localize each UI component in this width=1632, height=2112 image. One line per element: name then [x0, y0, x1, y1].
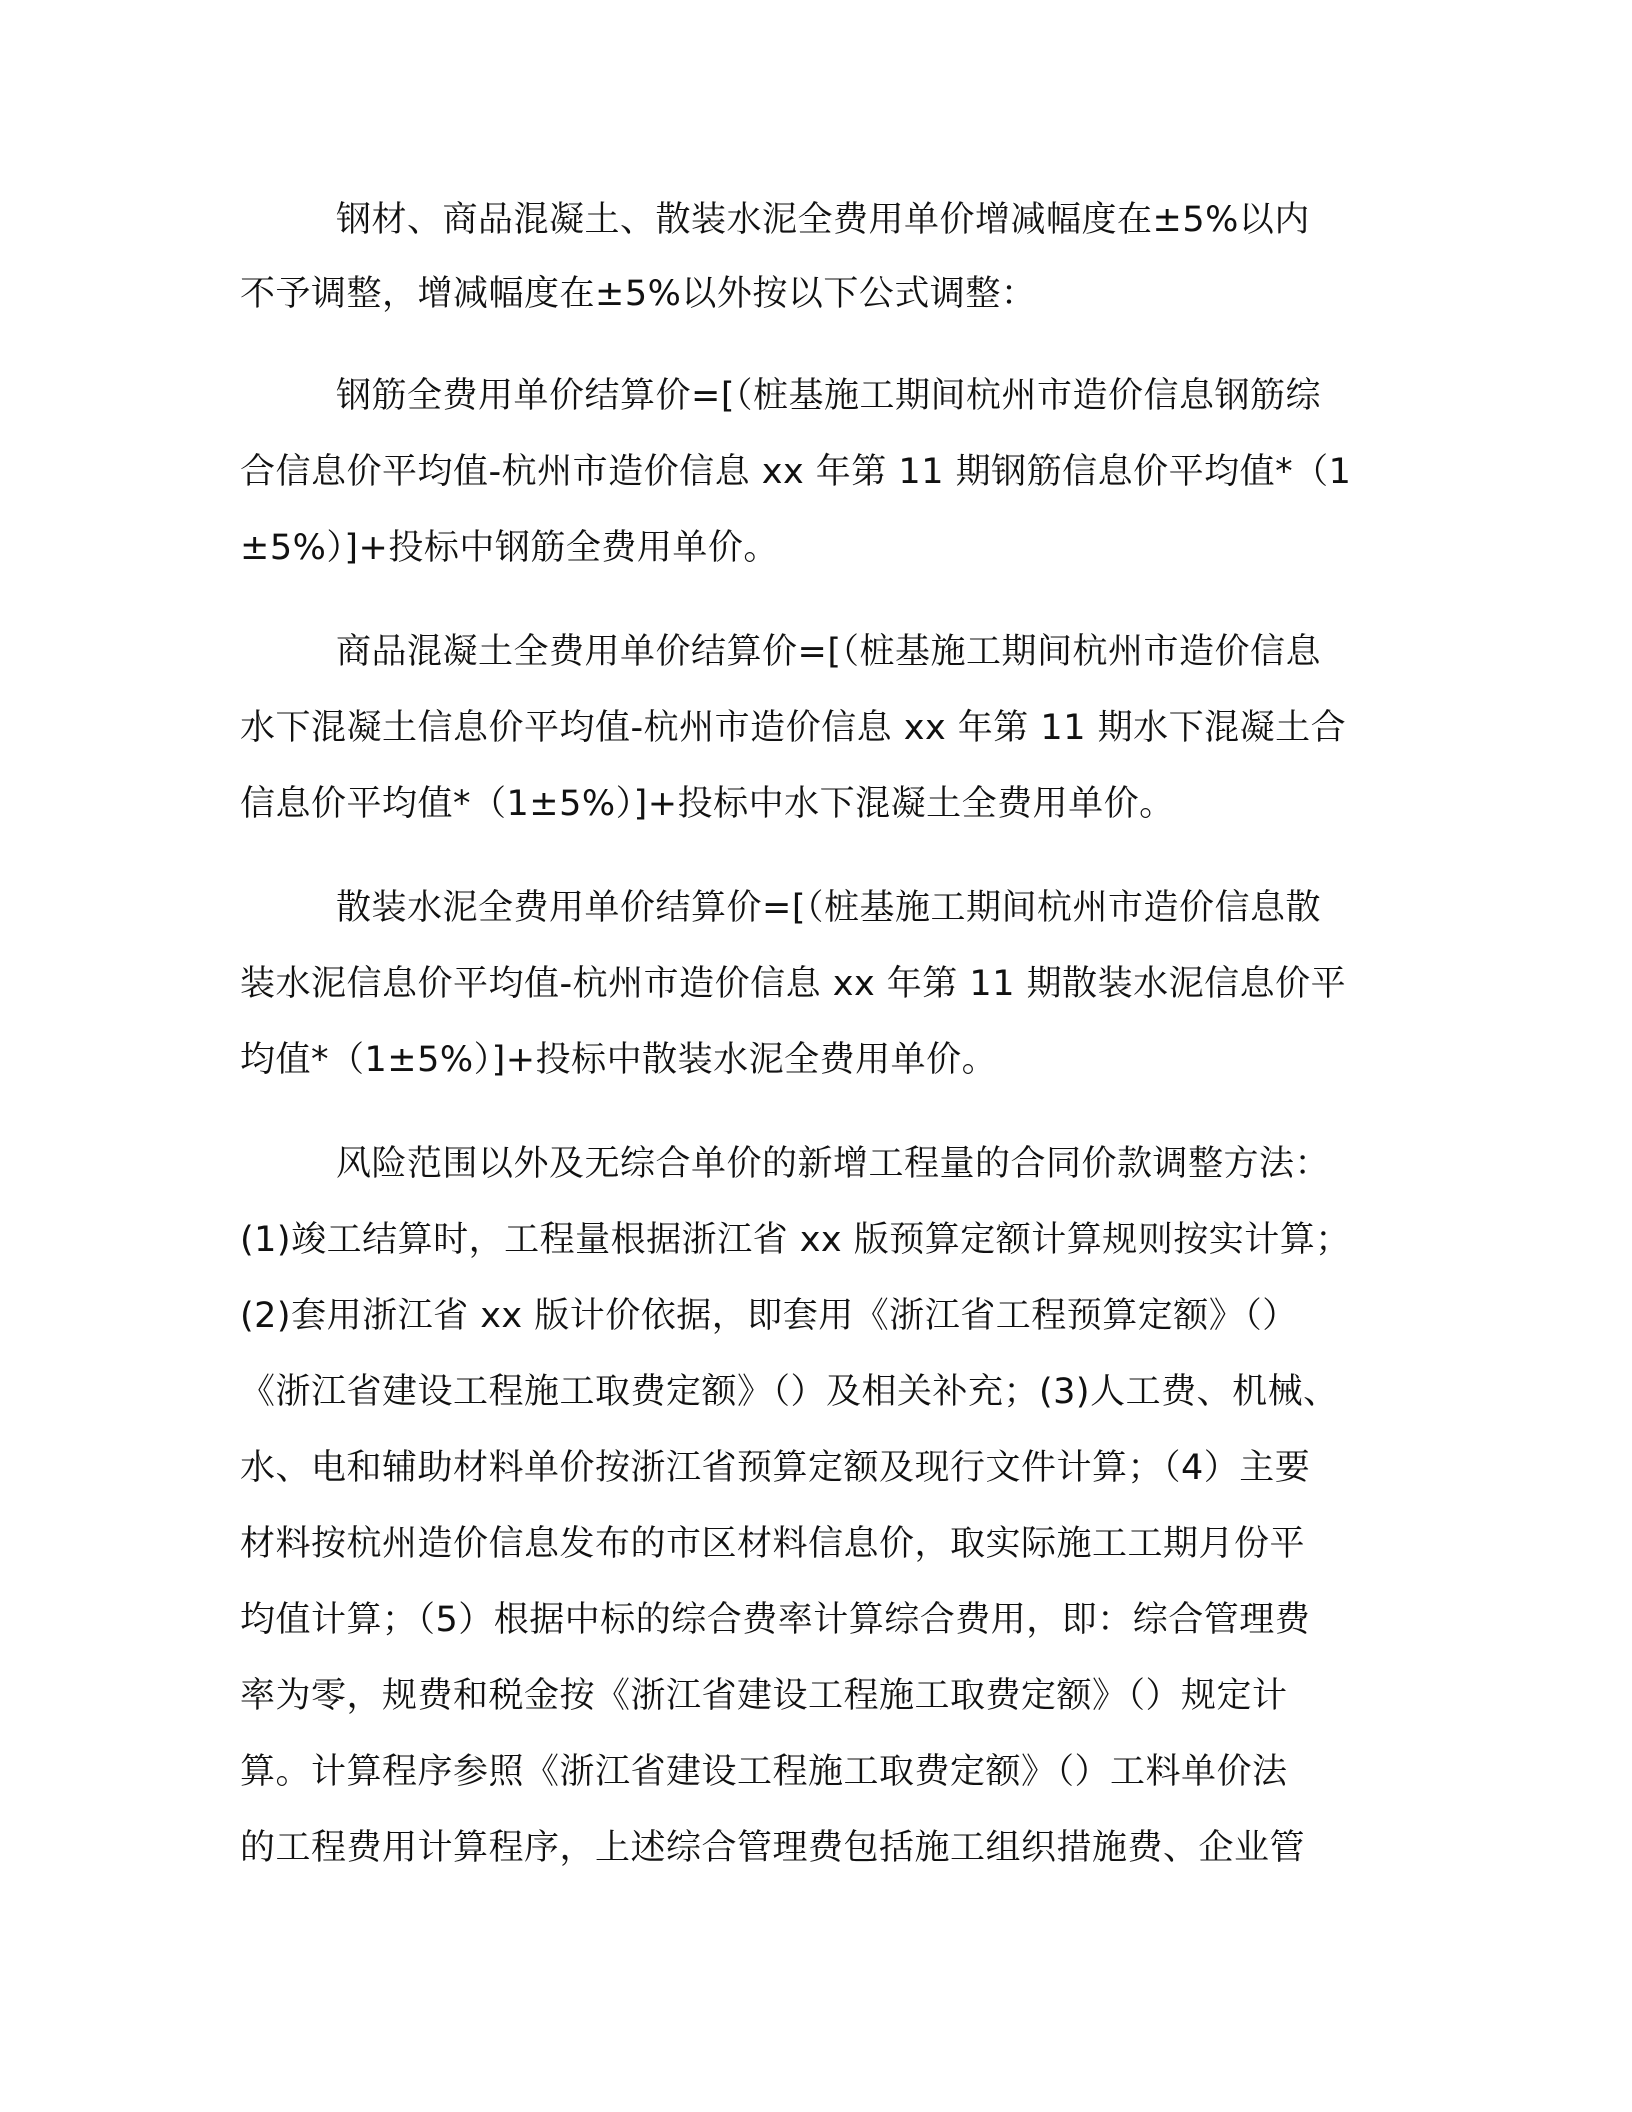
paragraph-4-line-2: 装水泥信息价平均值-杭州市造价信息 xx 年第 11 期散装水泥信息价平 [240, 964, 1347, 1004]
paragraph-1-line-1: 钢材、商品混凝土、散装水泥全费用单价增减幅度在±5%以内 [336, 200, 1310, 240]
paragraph-5-line-8: 率为零，规费和税金按《浙江省建设工程施工取费定额》（）规定计 [240, 1676, 1288, 1716]
paragraph-5-line-1: 风险范围以外及无综合单价的新增工程量的合同价款调整方法： [336, 1144, 1331, 1184]
paragraph-5-line-4: 《浙江省建设工程施工取费定额》（）及相关补充；(3)人工费、机械、 [240, 1372, 1339, 1412]
paragraph-5-line-3: (2)套用浙江省 xx 版计价依据，即套用《浙江省工程预算定额》（） [240, 1296, 1298, 1336]
paragraph-2-line-3: ±5%）]+投标中钢筋全费用单价。 [240, 528, 779, 568]
paragraph-3-line-2: 水下混凝土信息价平均值-杭州市造价信息 xx 年第 11 期水下混凝土合 [240, 708, 1347, 748]
paragraph-4-line-1: 散装水泥全费用单价结算价=[（桩基施工期间杭州市造价信息散 [336, 888, 1321, 928]
paragraph-2-line-1: 钢筋全费用单价结算价=[（桩基施工期间杭州市造价信息钢筋综 [336, 376, 1321, 416]
paragraph-5-line-10: 的工程费用计算程序，上述综合管理费包括施工组织措施费、企业管 [240, 1828, 1306, 1868]
paragraph-3-line-3: 信息价平均值*（1±5%）]+投标中水下混凝土全费用单价。 [240, 784, 1175, 824]
paragraph-5-line-2: (1)竣工结算时，工程量根据浙江省 xx 版预算定额计算规则按实计算； [240, 1220, 1351, 1260]
paragraph-4-line-3: 均值*（1±5%）]+投标中散装水泥全费用单价。 [240, 1040, 998, 1080]
paragraph-5-line-9: 算。计算程序参照《浙江省建设工程施工取费定额》（）工料单价法 [240, 1752, 1288, 1792]
paragraph-2-line-2: 合信息价平均值-杭州市造价信息 xx 年第 11 期钢筋信息价平均值*（1 [240, 452, 1352, 492]
paragraph-1-line-2: 不予调整，增减幅度在±5%以外按以下公式调整： [240, 274, 1037, 314]
paragraph-3-line-1: 商品混凝土全费用单价结算价=[（桩基施工期间杭州市造价信息 [336, 632, 1321, 672]
paragraph-5-line-7: 均值计算；（5）根据中标的综合费率计算综合费用，即：综合管理费 [240, 1600, 1311, 1640]
paragraph-5-line-5: 水、电和辅助材料单价按浙江省预算定额及现行文件计算；（4）主要 [240, 1448, 1311, 1488]
paragraph-5-line-6: 材料按杭州造价信息发布的市区材料信息价，取实际施工工期月份平 [240, 1524, 1306, 1564]
